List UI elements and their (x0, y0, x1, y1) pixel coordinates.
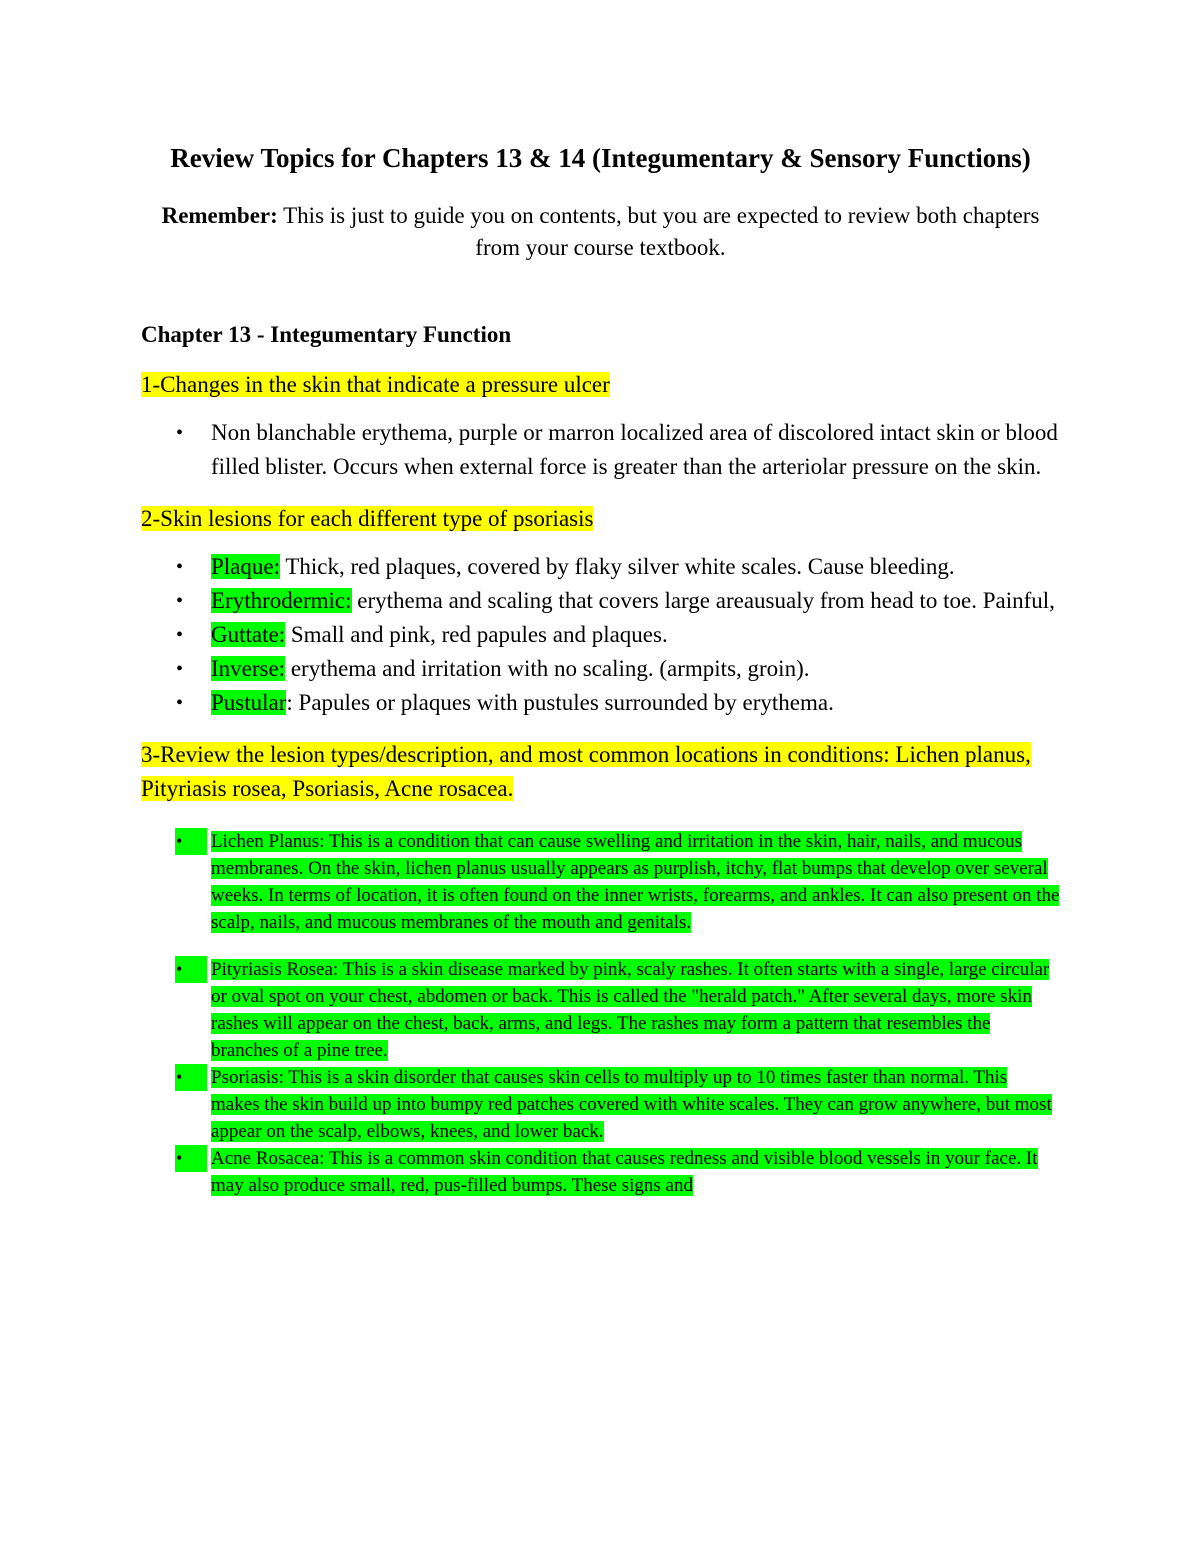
bullet-icon: • (176, 624, 184, 646)
list-item-text: : Papules or plaques with pustules surrounded by erythema. (286, 690, 834, 715)
list-item (141, 828, 1060, 936)
remember-note (141, 200, 1060, 264)
psoriasis-type-term: Plaque: (211, 554, 280, 579)
page-title: Review Topics for Chapters 13 & 14 (Integumentary & Sensory Functions) (170, 143, 1031, 173)
psoriasis-type-term: Erythrodermic: (211, 588, 352, 613)
list-item (141, 956, 1060, 1064)
bullet-icon: • (175, 828, 207, 855)
list-item (141, 618, 1060, 652)
section-2-list (141, 550, 1060, 720)
bullet-icon: • (176, 422, 184, 444)
bullet-icon: • (176, 590, 184, 612)
list-item-text: erythema and scaling that covers large areausualy from head to toe. Painful, (351, 588, 1055, 613)
chapter-heading: Chapter 13 - Integumentary Function (141, 322, 512, 347)
list-item (141, 686, 1060, 720)
remember-text: This is just to guide you on contents, but you are expected to review both chapters from your course textbook. (277, 203, 1040, 260)
section-1-list (141, 416, 1060, 484)
list-item-text: Psoriasis: This is a skin disorder that causes skin cells to multiply up to 10 times faster than normal. This makes the skin build up into bumpy red patches covered with white scales. They can grow anywhere, but most appear on the scalp, elbows, knees, and lower back. (211, 1067, 1052, 1142)
bullet-icon: • (175, 956, 207, 983)
psoriasis-type-term: Inverse: (211, 656, 286, 681)
section-3-list (141, 828, 1060, 1199)
remember-label: Remember: (161, 203, 278, 228)
section-heading-3 (141, 738, 1060, 806)
list-item (141, 416, 1060, 484)
list-item-text: Lichen Planus: This is a condition that can cause swelling and irritation in the skin, hair, nails, and mucous membranes. On the skin, lichen planus usually appears as purplish, itchy, flat bumps that develop over several weeks. In terms of location, it is often found on the inner wrists, forearms, and ankles. It can also present on the scalp, nails, and mucous membranes of the mouth and genitals. (211, 831, 1060, 933)
list-item-text: Pityriasis Rosea: This is a skin disease marked by pink, scaly rashes. It often starts with a single, large circular or oval spot on your chest, abdomen or back. This is called the "herald patch." After several days, more skin rashes will appear on the chest, back, arms, and legs. The rashes may form a pattern that resembles the branches of a pine tree. (211, 959, 1050, 1061)
list-item (141, 584, 1060, 618)
list-item (141, 550, 1060, 584)
list-item-text: Acne Rosacea: This is a common skin condition that causes redness and visible blood vessels in your face. It may also produce small, red, pus-filled bumps. These signs and (211, 1148, 1038, 1196)
section-heading-2 (141, 502, 1060, 536)
list-item (141, 1064, 1060, 1145)
section-heading-1-text: 1-Changes in the skin that indicate a pressure ulcer (141, 372, 610, 397)
psoriasis-type-term: Guttate: (211, 622, 286, 647)
section-heading-1 (141, 368, 1060, 402)
section-heading-3-text: 3-Review the lesion types/description, and most common locations in conditions: Lichen planus, Pityriasis rosea, Psoriasis, Acne rosacea. (141, 742, 1031, 801)
list-item (141, 1145, 1060, 1199)
list-item-text: Non blanchable erythema, purple or marron localized area of discolored intact skin or blood filled blister. Occurs when external force is greater than the arteriolar pressure on the skin. (211, 420, 1058, 479)
section-heading-2-text: 2-Skin lesions for each different type of psoriasis (141, 506, 594, 531)
list-item-text: Small and pink, red papules and plaques. (285, 622, 668, 647)
bullet-icon: • (176, 658, 184, 680)
psoriasis-type-term: Pustular (211, 690, 287, 715)
bullet-icon: • (176, 692, 184, 714)
list-item-text: erythema and irritation with no scaling. (armpits, groin). (285, 656, 810, 681)
bullet-icon: • (175, 1064, 207, 1091)
bullet-icon: • (175, 1145, 207, 1172)
list-item-text: Thick, red plaques, covered by flaky silver white scales. Cause bleeding. (280, 554, 955, 579)
bullet-icon: • (176, 556, 184, 578)
list-item (141, 652, 1060, 686)
